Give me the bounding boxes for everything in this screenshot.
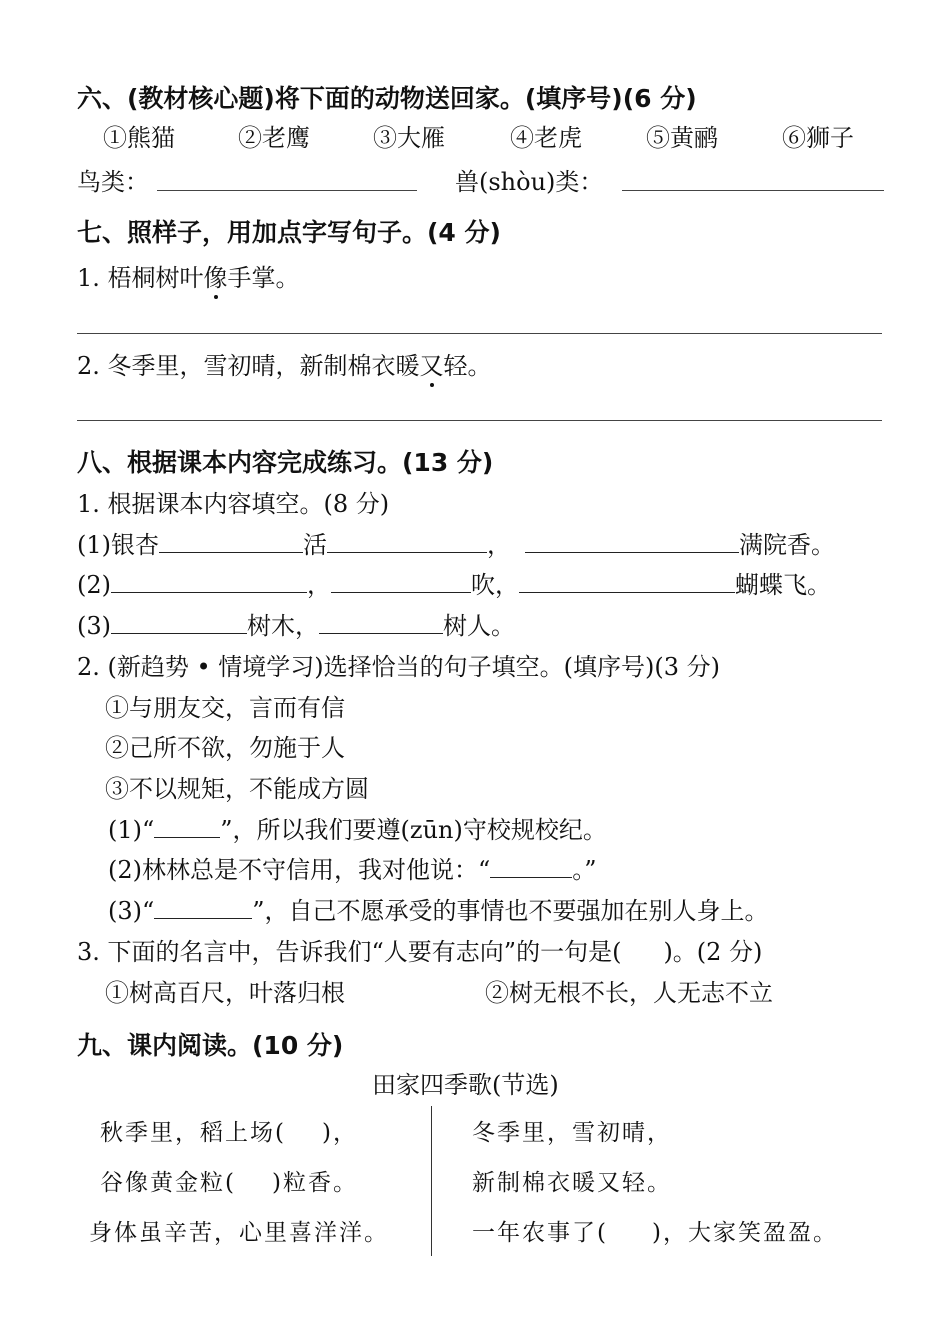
fill-text: (1)“ — [108, 816, 155, 844]
fill-text: (2)林林总是不守信用，我对他说：“ — [108, 856, 491, 884]
option-3: ③不以规矩，不能成方圆 — [105, 775, 369, 803]
animal-option: ⑥狮子 — [782, 124, 854, 152]
poem-left-line-2 — [100, 1172, 358, 1195]
question-1-title: 1. 根据课本内容填空。(8 分) — [77, 490, 390, 518]
example-sentence-1 — [77, 266, 300, 290]
option-2: ②己所不欲，勿施于人 — [105, 734, 345, 762]
fill-text: 树人。 — [443, 612, 515, 640]
animal-option: ⑤黄鹂 — [646, 124, 718, 152]
animal-option: ④老虎 — [510, 124, 582, 152]
fill-text: 满院香。 — [739, 531, 835, 559]
question-2-title: 2. (新趋势 • 情境学习)选择恰当的句子填空。(填序号)(3 分) — [77, 653, 721, 681]
poem-right-line-2: 新制棉衣暖又轻。 — [472, 1170, 672, 1196]
beast-label: 兽(shòu)类： — [455, 168, 604, 196]
q3-option-2: ②树无根不长，人无志不立 — [485, 979, 773, 1007]
answer-line-2[interactable] — [77, 420, 882, 421]
section-9-title: 九、课内阅读。(10 分) — [77, 1031, 344, 1060]
question-text: )。(2 分) — [663, 938, 763, 966]
fill-text: 蝴蝶飞。 — [735, 571, 831, 599]
q3-option-1: ①树高百尺，叶落归根 — [105, 979, 345, 1007]
sentence-fill-2 — [108, 858, 597, 882]
answer-line-1[interactable] — [77, 333, 882, 334]
sentence-fill-3 — [108, 899, 769, 923]
sentence-text: 1. 梧桐树叶 — [77, 264, 204, 292]
fill-text: (3) — [77, 612, 111, 640]
sentence-text: 2. 冬季里，雪初晴，新制棉衣暖 — [77, 352, 420, 380]
poem-text: 秋季里，稻上场( — [100, 1120, 286, 1146]
section-8-title: 八、根据课本内容完成练习。(13 分) — [77, 448, 494, 477]
poem-divider — [431, 1106, 432, 1256]
poem-text: )，大家笑盈盈。 — [651, 1220, 838, 1246]
poem-note: (节选) — [492, 1071, 559, 1099]
beast-answer-line[interactable] — [622, 190, 884, 191]
poem-left-line-1 — [100, 1122, 358, 1145]
blank[interactable] — [331, 574, 471, 593]
animal-option: ②老鹰 — [238, 124, 310, 152]
fill-line-3 — [77, 614, 515, 638]
option-1: ①与朋友交，言而有信 — [105, 694, 345, 722]
fill-text: 活 — [303, 531, 327, 559]
blank[interactable] — [154, 819, 220, 838]
sentence-text: 手掌。 — [227, 264, 300, 292]
fill-line-1 — [77, 533, 835, 557]
dotted-character: 又 — [419, 352, 444, 380]
fill-text: ”，所以我们要遵(zūn)守校规校纪。 — [220, 816, 607, 844]
blank[interactable] — [111, 615, 247, 634]
section-7-title: 七、照样子，用加点字写句子。(4 分) — [77, 218, 501, 247]
question-3 — [77, 940, 762, 964]
sentence-text: 轻。 — [443, 352, 492, 380]
poem-left-line-3: 身体虽辛苦，心里喜洋洋。 — [89, 1220, 389, 1246]
poem-title: 田家四季歌 — [372, 1071, 492, 1099]
poem-heading — [372, 1073, 559, 1097]
blank[interactable] — [519, 574, 735, 593]
blank[interactable] — [490, 859, 572, 878]
bird-answer-line[interactable] — [157, 190, 417, 191]
fill-line-2 — [77, 573, 831, 597]
section-6-title: 六、(教材核心题)将下面的动物送回家。(填序号)(6 分) — [77, 84, 697, 113]
poem-right-line-3 — [472, 1222, 838, 1245]
animal-option: ③大雁 — [373, 124, 445, 152]
fill-text: ， — [487, 531, 511, 559]
sentence-fill-1 — [108, 818, 607, 842]
dotted-character: 像 — [203, 264, 228, 292]
blank[interactable] — [154, 900, 252, 919]
fill-text: (3)“ — [108, 897, 155, 925]
blank[interactable] — [525, 534, 739, 553]
poem-right-line-1: 冬季里，雪初晴， — [472, 1120, 672, 1146]
blank[interactable] — [319, 615, 443, 634]
blank[interactable] — [327, 534, 487, 553]
poem-text: 谷像黄金粒( — [100, 1170, 236, 1196]
bird-label: 鸟类： — [77, 168, 149, 196]
animal-option: ①熊猫 — [103, 124, 175, 152]
blank[interactable] — [111, 574, 307, 593]
poem-text: 一年农事了( — [472, 1220, 608, 1246]
example-sentence-2 — [77, 354, 492, 378]
fill-text: ”，自己不愿承受的事情也不要强加在别人身上。 — [252, 897, 769, 925]
fill-text: 。” — [572, 856, 597, 884]
fill-text: 吹， — [471, 571, 519, 599]
poem-text: )粒香。 — [271, 1170, 358, 1196]
fill-text: ， — [307, 571, 331, 599]
fill-text: (2) — [77, 571, 111, 599]
fill-text: 树木， — [247, 612, 319, 640]
blank[interactable] — [159, 534, 303, 553]
question-text: 3. 下面的名言中，告诉我们“人要有志向”的一句是( — [77, 938, 622, 966]
fill-text: (1)银杏 — [77, 531, 159, 559]
poem-text: )， — [321, 1120, 358, 1146]
